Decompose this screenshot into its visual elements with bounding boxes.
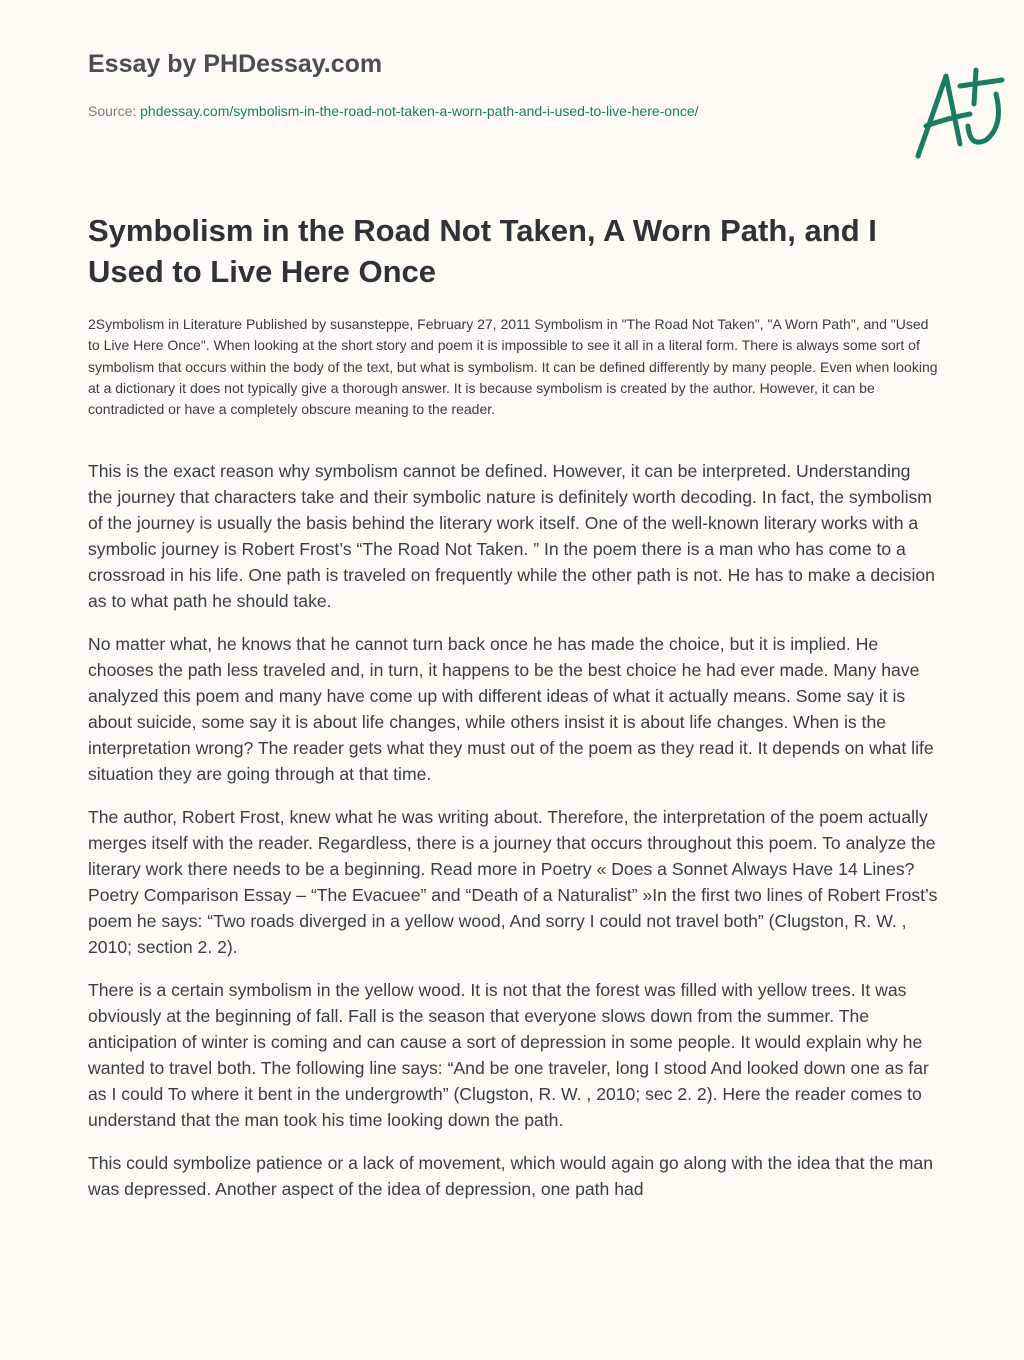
article-intro: 2Symbolism in Literature Published by susansteppe, February 27, 2011 Symbolism in "The Road Not Taken", "A Worn Path", and "Used to Live Here Once". When looking at the short story and poem it is impossible to see it all in a literal form. There is always some sort of symbolism that occurs within the body of the text, but what is symbolism. It can be defined differently by many people. Even when looking at a dictionary it does not typically give a thorough answer. It is because symbolism is created by the author. However, it can be contradicted or have a completely obscure meaning to the reader. (88, 316, 938, 418)
paragraph: This could symbolize patience or a lack of movement, which would again go along with the idea that the man was depressed. Another aspect of the idea of depression, one path had (88, 1153, 933, 1199)
paragraph: No matter what, he knows that he cannot turn back once he has made the choice, but it is implied. He chooses the path less traveled and, in turn, it happens to be the best choice he had ever made. Many have analyzed this poem and many have come up with different ideas of what it actually means. Some say it is about suicide, some say it is about life changes, while others insist it is about life changes. When is the interpretation wrong? The reader gets what they must out of the poem as they read it. It depends on what life situation they are going through at that time. (88, 634, 934, 784)
article-body (88, 458, 938, 1219)
source-link[interactable]: phdessay.com/symbolism-in-the-road-not-taken-a-worn-path-and-i-used-to-live-here-once/ (140, 103, 699, 119)
article-title: Symbolism in the Road Not Taken, A Worn Path, and I Used to Live Here Once (88, 213, 877, 289)
paragraph: There is a certain symbolism in the yellow wood. It is not that the forest was filled with yellow trees. It was obviously at the beginning of fall. Fall is the season that everyone slows down from the summer. The anticipation of winter is coming and can cause a sort of depression in some people. It would explain why he wanted to travel both. The following line says: “And be one traveler, long I stood And looked down one as far as I could To where it bent in the undergrowth” (Clugston, R. W. , 2010; sec 2. 2). Here the reader comes to understand that the man took his time looking down the path. (88, 980, 929, 1130)
source-line (88, 101, 778, 122)
a-plus-logo-icon (908, 64, 1018, 164)
source-label: Source: (88, 103, 141, 119)
site-brand: Essay by PHDessay.com (88, 50, 383, 78)
paragraph: The author, Robert Frost, knew what he was writing about. Therefore, the interpretation of the poem actually merges itself with the reader. Regardless, there is a journey that occurs throughout this poem. To analyze the literary work there needs to be a beginning. Read more in Poetry « Does a Sonnet Always Have 14 Lines? Poetry Comparison Essay – “The Evacuee” and “Death of a Naturalist” »In the first two lines of Robert Frost’s poem he says: “Two roads diverged in a yellow wood, And sorry I could not travel both” (Clugston, R. W. , 2010; section 2. 2). (88, 807, 938, 957)
paragraph: This is the exact reason why symbolism cannot be defined. However, it can be interpreted. Understanding the journey that characters take and their symbolic nature is definitely worth decoding. In fact, the symbolism of the journey is usually the basis behind the literary work itself. One of the well-known literary works with a symbolic journey is Robert Frost’s “The Road Not Taken. ” In the poem there is a man who has come to a crossroad in his life. One path is traveled on frequently while the other path is not. He has to make a decision as to what path he should take. (88, 461, 935, 611)
